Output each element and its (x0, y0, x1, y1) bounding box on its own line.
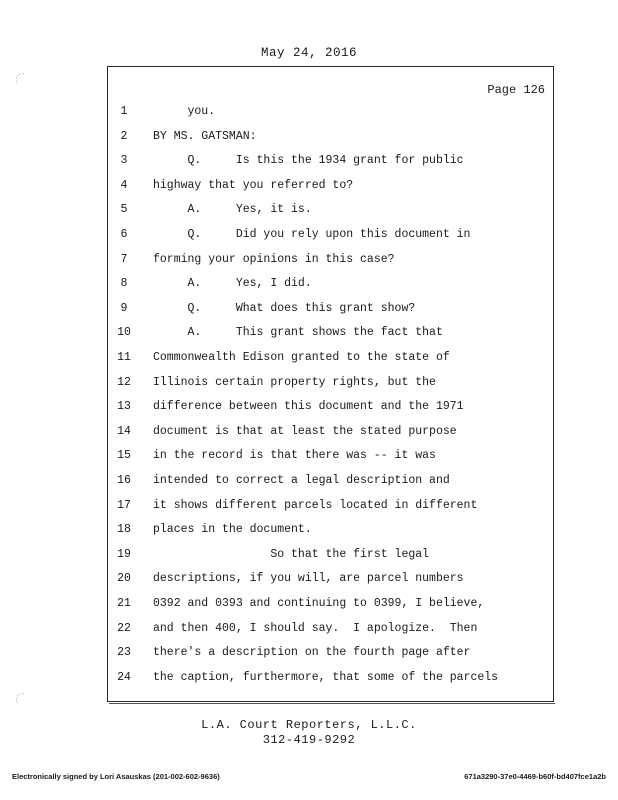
line-number: 5 (120, 203, 128, 217)
line-text: Q. Is this the 1934 grant for public (153, 154, 464, 168)
transcript-line (108, 548, 553, 572)
line-text: So that the first legal (153, 547, 430, 561)
line-text: in the record is that there was -- it was (153, 449, 436, 463)
line-number: 9 (120, 301, 128, 315)
transcript-line (108, 351, 553, 375)
line-text: document is that at least the stated purpose (153, 424, 457, 438)
transcript-line (108, 646, 553, 670)
transcript-page-frame (107, 66, 554, 702)
line-number: 14 (117, 424, 131, 438)
transcript-line (108, 277, 553, 301)
line-number: 20 (117, 572, 131, 586)
line-text: A. Yes, I did. (153, 277, 312, 291)
hearing-date: May 24, 2016 (260, 46, 357, 60)
line-text: there's a description on the fourth page after (153, 646, 471, 660)
line-text: Q. What does this grant show? (153, 301, 416, 315)
line-number: 16 (117, 474, 131, 487)
line-text: you. (153, 105, 216, 118)
transcript-line (108, 179, 553, 203)
line-number: 4 (120, 178, 128, 192)
line-number: 8 (120, 277, 128, 291)
line-text: the caption, furthermore, that some of the parcels (153, 670, 499, 684)
line-number: 19 (117, 547, 131, 561)
transcript-line (108, 228, 553, 252)
transcript-line (108, 130, 553, 154)
transcript-line (108, 253, 553, 277)
transcript-line (108, 449, 553, 473)
line-number: 13 (117, 400, 131, 414)
transcript-line (108, 376, 553, 400)
transcript-line (108, 425, 553, 449)
line-number: 15 (117, 449, 131, 463)
court-reporter-name: L.A. Court Reporters, L.L.C. (201, 718, 417, 732)
line-text: Commonwealth Edison granted to the state of (153, 351, 450, 364)
transcript-line (108, 302, 553, 326)
line-text: intended to correct a legal description and (153, 474, 450, 487)
transcript-line (108, 622, 553, 646)
line-text: forming your opinions in this case? (153, 252, 395, 266)
transcript-line (108, 523, 553, 547)
line-number: 11 (117, 351, 131, 364)
line-number: 10 (117, 326, 131, 340)
line-number: 3 (120, 154, 128, 168)
line-number: 6 (120, 228, 128, 241)
line-text: Illinois certain property rights, but the (153, 375, 436, 389)
punch-hole-icon (14, 692, 28, 706)
line-text: A. Yes, it is. (153, 203, 312, 217)
transcript-line (108, 203, 553, 227)
line-number: 24 (117, 670, 131, 684)
line-text: Q. Did you rely upon this document in (153, 228, 471, 241)
line-text: places in the document. (153, 523, 312, 537)
line-number: 21 (117, 597, 131, 610)
line-text: difference between this document and the 1971 (153, 400, 464, 414)
transcript-line (108, 499, 553, 523)
line-text: 0392 and 0393 and continuing to 0399, I believe, (153, 597, 485, 610)
line-number: 23 (117, 646, 131, 660)
transcript-line (108, 671, 553, 695)
line-number: 17 (117, 498, 131, 512)
line-text: it shows different parcels located in different (153, 498, 478, 512)
line-number: 2 (120, 129, 128, 143)
punch-hole-icon (14, 72, 28, 86)
line-number: 1 (120, 105, 128, 118)
court-reporter-phone: 312-419-9292 (262, 733, 356, 747)
transcript-line (108, 597, 553, 621)
transcript-line (108, 326, 553, 350)
frame-shadow (109, 703, 555, 706)
line-text: and then 400, I should say. I apologize. Then (153, 621, 478, 635)
electronic-signature: Electronically signed by Lori Asauskas (201-002-602-9636) (12, 772, 220, 781)
transcript-line (108, 474, 553, 498)
line-text: highway that you referred to? (153, 178, 354, 192)
transcript-line (108, 105, 553, 129)
transcript-line (108, 572, 553, 596)
page-number: Page 126 (487, 83, 545, 97)
line-text: descriptions, if you will, are parcel numbers (153, 572, 464, 586)
line-text: BY MS. GATSMAN: (153, 129, 257, 143)
line-text: A. This grant shows the fact that (153, 326, 443, 340)
line-number: 7 (120, 252, 128, 266)
line-number: 12 (117, 375, 131, 389)
line-number: 22 (117, 621, 131, 635)
transcript-line (108, 400, 553, 424)
transcript-line (108, 154, 553, 178)
line-number: 18 (117, 523, 131, 537)
document-id: 671a3290-37e0-4469-b60f-bd407fce1a2b (464, 772, 606, 781)
